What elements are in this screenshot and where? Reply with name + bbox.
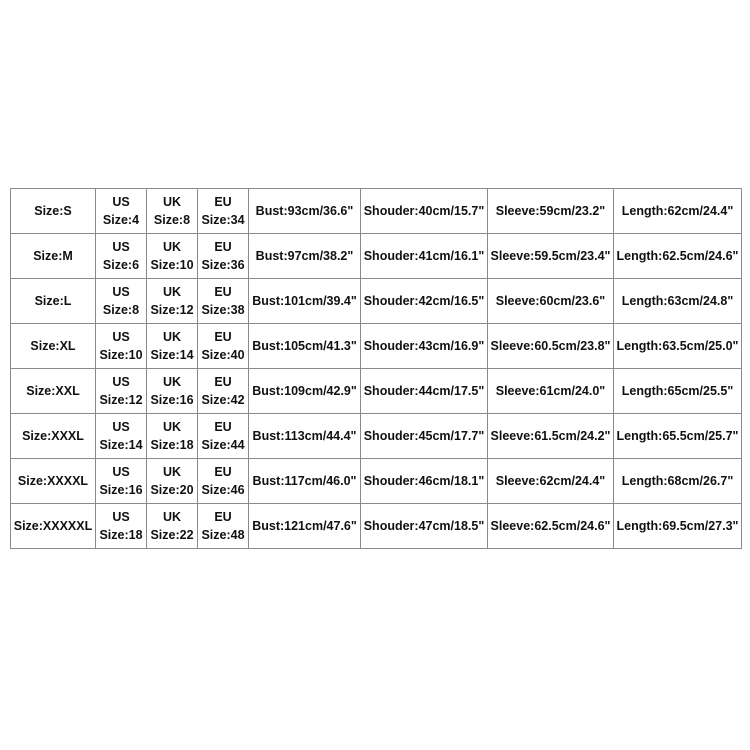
region-size-value: Size:44 [201, 438, 245, 452]
region-size-value: Size:12 [150, 303, 194, 317]
sleeve-measure-cell: Sleeve:59cm/23.2" [488, 189, 614, 234]
region-size-value: Size:38 [201, 303, 245, 317]
region-size-value: Size:14 [150, 348, 194, 362]
region-label: US [112, 375, 130, 389]
bust-measure-cell: Bust:117cm/46.0" [249, 459, 361, 504]
uk-size-cell [147, 414, 198, 459]
us-size-cell [96, 324, 147, 369]
region-label: US [112, 195, 130, 209]
eu-size-cell [198, 369, 249, 414]
uk-size-cell [147, 324, 198, 369]
region-size-value: Size:20 [150, 483, 194, 497]
us-size-cell [96, 189, 147, 234]
sleeve-measure-cell: Sleeve:61cm/24.0" [488, 369, 614, 414]
region-label: US [112, 330, 130, 344]
length-measure-cell: Length:63cm/24.8" [614, 279, 742, 324]
sleeve-measure-cell: Sleeve:62.5cm/24.6" [488, 504, 614, 549]
region-label: US [112, 465, 130, 479]
eu-size-cell [198, 324, 249, 369]
size-label-cell: Size:XXL [11, 369, 96, 414]
eu-size-cell [198, 189, 249, 234]
us-size-cell [96, 279, 147, 324]
region-label: UK [162, 330, 182, 344]
region-label: US [112, 285, 130, 299]
length-measure-cell: Length:62cm/24.4" [614, 189, 742, 234]
length-measure-cell: Length:69.5cm/27.3" [614, 504, 742, 549]
region-label: UK [162, 420, 182, 434]
shoulder-measure-cell: Shouder:44cm/17.5" [361, 369, 488, 414]
region-size-value: Size:10 [99, 348, 143, 362]
region-label: UK [162, 285, 182, 299]
region-size-value: Size:14 [99, 438, 143, 452]
table-row [11, 324, 742, 369]
region-size-value: Size:16 [99, 483, 143, 497]
region-size-value: Size:12 [99, 393, 143, 407]
sleeve-measure-cell: Sleeve:60.5cm/23.8" [488, 324, 614, 369]
eu-size-cell [198, 459, 249, 504]
region-label: UK [162, 195, 182, 209]
table-row [11, 459, 742, 504]
shoulder-measure-cell: Shouder:45cm/17.7" [361, 414, 488, 459]
region-label: EU [214, 240, 232, 254]
bust-measure-cell: Bust:105cm/41.3" [249, 324, 361, 369]
region-label: EU [214, 285, 232, 299]
region-size-value: Size:46 [201, 483, 245, 497]
length-measure-cell: Length:63.5cm/25.0" [614, 324, 742, 369]
region-size-value: Size:8 [102, 303, 140, 317]
table-row [11, 234, 742, 279]
region-size-value: Size:18 [99, 528, 143, 542]
uk-size-cell [147, 234, 198, 279]
region-size-value: Size:36 [201, 258, 245, 272]
region-label: EU [214, 510, 232, 524]
us-size-cell [96, 234, 147, 279]
sleeve-measure-cell: Sleeve:59.5cm/23.4" [488, 234, 614, 279]
eu-size-cell [198, 504, 249, 549]
region-size-value: Size:42 [201, 393, 245, 407]
region-size-value: Size:48 [201, 528, 245, 542]
shoulder-measure-cell: Shouder:46cm/18.1" [361, 459, 488, 504]
bust-measure-cell: Bust:121cm/47.6" [249, 504, 361, 549]
shoulder-measure-cell: Shouder:41cm/16.1" [361, 234, 488, 279]
uk-size-cell [147, 459, 198, 504]
region-size-value: Size:8 [153, 213, 191, 227]
sleeve-measure-cell: Sleeve:61.5cm/24.2" [488, 414, 614, 459]
size-label-cell: Size:S [11, 189, 96, 234]
bust-measure-cell: Bust:97cm/38.2" [249, 234, 361, 279]
bust-measure-cell: Bust:93cm/36.6" [249, 189, 361, 234]
shoulder-measure-cell: Shouder:43cm/16.9" [361, 324, 488, 369]
region-size-value: Size:16 [150, 393, 194, 407]
region-size-value: Size:18 [150, 438, 194, 452]
uk-size-cell [147, 369, 198, 414]
sleeve-measure-cell: Sleeve:62cm/24.4" [488, 459, 614, 504]
shoulder-measure-cell: Shouder:47cm/18.5" [361, 504, 488, 549]
table-row [11, 504, 742, 549]
us-size-cell [96, 414, 147, 459]
region-size-value: Size:4 [102, 213, 140, 227]
region-label: UK [162, 465, 182, 479]
region-label: US [112, 240, 130, 254]
region-size-value: Size:40 [201, 348, 245, 362]
shoulder-measure-cell: Shouder:42cm/16.5" [361, 279, 488, 324]
size-chart-table [10, 188, 742, 549]
size-label-cell: Size:XXXXL [11, 459, 96, 504]
size-label-cell: Size:XXXXXL [11, 504, 96, 549]
size-label-cell: Size:XL [11, 324, 96, 369]
region-label: US [112, 510, 130, 524]
eu-size-cell [198, 414, 249, 459]
region-label: US [112, 420, 130, 434]
shoulder-measure-cell: Shouder:40cm/15.7" [361, 189, 488, 234]
table-row [11, 189, 742, 234]
region-label: EU [214, 330, 232, 344]
us-size-cell [96, 504, 147, 549]
size-label-cell: Size:L [11, 279, 96, 324]
region-label: EU [214, 465, 232, 479]
table-row [11, 414, 742, 459]
region-size-value: Size:22 [150, 528, 194, 542]
uk-size-cell [147, 504, 198, 549]
length-measure-cell: Length:65.5cm/25.7" [614, 414, 742, 459]
size-chart-body [11, 189, 742, 549]
region-label: EU [214, 375, 232, 389]
length-measure-cell: Length:65cm/25.5" [614, 369, 742, 414]
length-measure-cell: Length:68cm/26.7" [614, 459, 742, 504]
uk-size-cell [147, 189, 198, 234]
us-size-cell [96, 459, 147, 504]
region-label: EU [214, 195, 232, 209]
uk-size-cell [147, 279, 198, 324]
region-label: UK [162, 510, 182, 524]
region-label: UK [162, 240, 182, 254]
region-label: UK [162, 375, 182, 389]
region-size-value: Size:34 [201, 213, 245, 227]
bust-measure-cell: Bust:101cm/39.4" [249, 279, 361, 324]
eu-size-cell [198, 279, 249, 324]
region-size-value: Size:10 [150, 258, 194, 272]
bust-measure-cell: Bust:113cm/44.4" [249, 414, 361, 459]
eu-size-cell [198, 234, 249, 279]
table-row [11, 279, 742, 324]
sleeve-measure-cell: Sleeve:60cm/23.6" [488, 279, 614, 324]
region-label: EU [214, 420, 232, 434]
bust-measure-cell: Bust:109cm/42.9" [249, 369, 361, 414]
length-measure-cell: Length:62.5cm/24.6" [614, 234, 742, 279]
us-size-cell [96, 369, 147, 414]
table-row [11, 369, 742, 414]
region-size-value: Size:6 [102, 258, 140, 272]
size-label-cell: Size:M [11, 234, 96, 279]
size-label-cell: Size:XXXL [11, 414, 96, 459]
